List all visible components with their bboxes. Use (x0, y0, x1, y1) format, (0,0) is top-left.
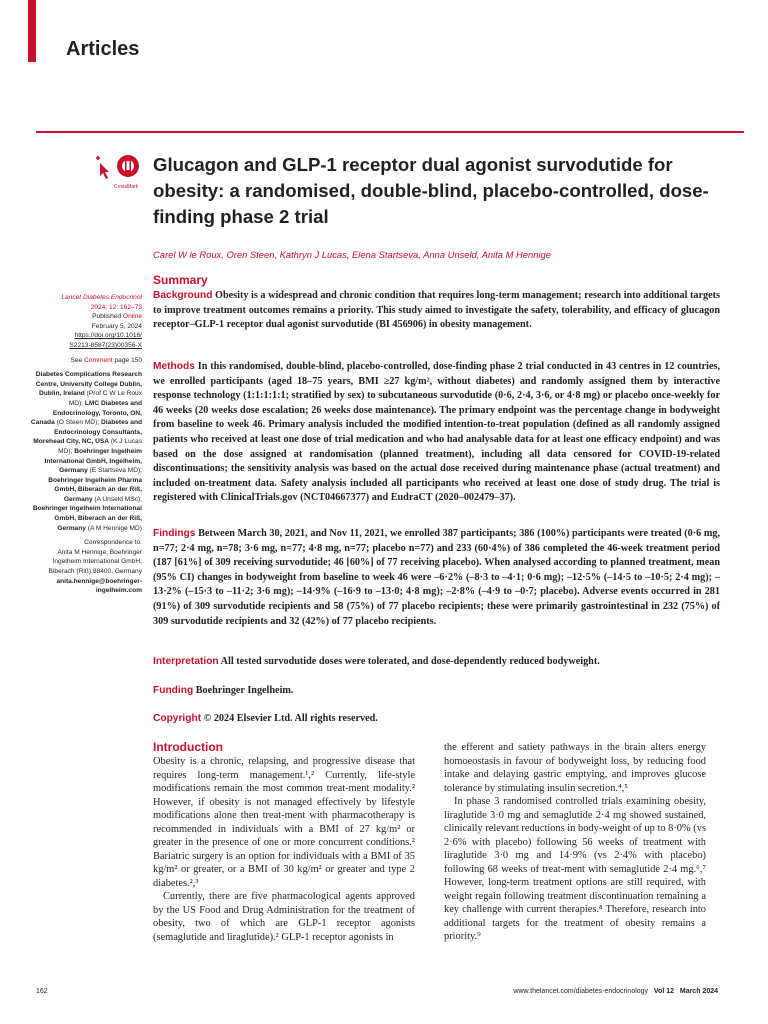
summary-methods (153, 360, 720, 506)
footer-date: March 2024 (679, 988, 718, 995)
intro-column-left (153, 755, 415, 944)
correspondence-email[interactable]: anita.hennige@boehringer-ingelheim.com (56, 577, 142, 595)
intro-paragraph: Currently, there are five pharmacological agents approved by the US Food and Drug Administration for the treatment of obesity, two of which are GLP-1 receptor agonists (semaglutide and liraglutide).² GLP-1 receptor agonists in (153, 891, 415, 943)
intro-paragraph: Obesity is a chronic, relapsing, and progressive disease that requires long-term management.¹,² Currently, life-style modifications remain the most common treat-ment modality.² However, if obesity is not managed effectively by lifestyle modifications alone then treat-ment with pharmacotherapy is recommended in individuals with a BMI of 27 kg/m² or greater in the presence of one or more concurrent conditions.² Bariatric surgery is an option for individuals with a BMI of 35 kg/m² or greater, or a BMI of 30 kg/m² or greater and type 2 diabetes.²,³ (153, 756, 415, 889)
correspondence-label: Correspondence to: (84, 539, 142, 547)
section-color-bar (28, 0, 36, 62)
intro-paragraph: the efferent and satiety pathways in the brain alters energy homoeostasis in favour of bodyweight loss, by reducing food intake and delaying gastric emptying, and improves glucose tolerance by stimulating insulin secretion.⁴,⁵ (444, 742, 706, 794)
summary-funding (153, 684, 720, 699)
copyright-label: Copyright (153, 713, 202, 724)
affiliation-item: Boehringer Ingelheim International GmbH, Ingelheim, Germany (44, 447, 142, 475)
funding-label: Funding (153, 685, 194, 696)
copyright-text: © 2024 Elsevier Ltd. All rights reserved. (203, 713, 378, 724)
journal-volume: 2024; 12: 162–73 (90, 303, 142, 311)
journal-url[interactable]: www.thelancet.com/diabetes-endocrinology (513, 988, 649, 995)
header-rule (36, 131, 744, 133)
background-label: Background (153, 290, 213, 301)
affiliation-item: (A Unseld MSc); (94, 495, 142, 503)
article-sidebar (30, 293, 142, 596)
summary-background (153, 289, 720, 333)
summary-interpretation (153, 655, 720, 670)
introduction-heading: Introduction (153, 740, 223, 754)
background-text: Obesity is a widespread and chronic condition that requires long-term management; research into additional targets to improve treatment outcomes remains a priority. This study aimed to investigate the safety, tolerability, and efficacy of glucagon receptor–GLP-1 receptor dual agonist survodutide (BI 456906) in obesity management. (153, 290, 721, 331)
affiliation-item: (K J Lucas MD); (58, 438, 142, 455)
findings-text: Between March 30, 2021, and Nov 11, 2021, we enrolled 387 participants; 386 (100%) participants were treated (0·6 mg, n=77; 2·4 mg, n=78; 3·6 mg, n=77; 4·8 mg, n=77; placebo n=77) and 233 (60·4%) of 386 completed the 46-week treatment period (187 [61%] of 309 receiving survodutide; 46 [60%] of 77 receiving placebo). When analysed according to planned treatment, mean (95% CI) changes in bodyweight from baseline to week 46 were –6·2% (–8·3 to –4·1; 0·6 mg); –12·5% (–14·5 to –10·5; 2·4 mg); –13·2% (–15·3 to –11·2; 3·6 mg); –14·9% (–16·9 to –13·0; 4·8 mg); –2·8% (–4·9 to –0·7; placebo). Adverse events occurred in 281 (91%) of 309 survodutide recipients and 58 (75%) of 77 placebo recipients; these were primarily gastrointestinal in 232 (75%) of 309 survodutide recipients and 32 (42%) of 77 placebo recipients. (153, 528, 720, 627)
affiliation-item: (O Steen MD); (56, 419, 100, 427)
methods-text: In this randomised, double-blind, placebo-controlled, dose-finding phase 2 trial conducted in 43 centres in 12 countries, we enrolled participants (aged 18–75 years, BMI ≥27 kg/m², without diabetes) and randomly assigned them by interactive response technology (1:1:1:1:1; stratified by sex) to subcutaneous survodutide (0·6, 2·4, 3·6, or 4·8 mg) or placebo once-weekly for 46 weeks (20 weeks dose escalation; 26 weeks dose maintenance). The primary endpoint was the percentage change in bodyweight from baseline to week 46. Primary analysis included the modified intention-to-treat population (defined as all randomly assigned patients who received at least one dose of trial medication and who had analysable data for at least one efficacy endpoint) and was based on the dose assigned at randomisation (planned treatment), including all data censored for COVID-19-related discontinuations; the sensitivity analysis was based on the actual dose received during maintenance phase (actual treatment) and included on-treatment data. Safety analysis included all participants who received at least one dose of study drug. The trial is registered with ClinicalTrials.gov (NCT04667377) and EudraCT (2020–002479–37). (153, 361, 721, 504)
affiliation-item: Diabetes and Endocrinology Consultants, Morehead City, NC, USA (33, 419, 142, 446)
interpretation-text: All tested survodutide doses were tolerated, and dose-dependently reduced bodyweight. (220, 656, 600, 667)
methods-label: Methods (153, 361, 195, 372)
author-list: Carel W le Roux, Oren Steen, Kathryn J Lucas, Elena Startseva, Anna Unseld, Anita M Hennige (153, 249, 551, 260)
journal-name: Lancet Diabetes Endocrinol (61, 294, 142, 301)
comment-link[interactable]: Comment (84, 356, 113, 364)
crossmark-label: CrossMark (114, 184, 139, 190)
affiliations (30, 370, 142, 533)
findings-label: Findings (153, 528, 196, 539)
published-date: February 5, 2024 (91, 322, 142, 330)
summary-heading: Summary (153, 273, 208, 287)
published-line (30, 312, 142, 322)
online-link[interactable]: Online (122, 313, 142, 321)
see-comment (30, 356, 142, 366)
footer-volume: Vol 12 (653, 988, 675, 995)
doi-link-1[interactable]: https://doi.org/10.1016/ (74, 332, 142, 340)
affiliation-item: (E Startseva MD); (89, 467, 142, 475)
correspondence-address: Anita M Hennige, Boehringer Ingelheim International GmbH, Biberach (Riß) 88400, Germany (48, 548, 142, 576)
comment-page: page 150 (114, 356, 142, 364)
funding-text: Boehringer Ingelheim. (195, 685, 294, 696)
page-number: 162 (36, 988, 48, 995)
intro-column-right (444, 741, 706, 944)
interpretation-label: Interpretation (153, 656, 219, 667)
published-label: Published (92, 313, 122, 321)
affiliation-item: (Prof C W Le Roux MD); (68, 390, 142, 407)
affiliation-item: Boehringer Ingelheim International GmbH, Biberach an der Riß, Germany (32, 505, 142, 532)
doi-link-2[interactable]: S2213-8587(23)00356-X (69, 341, 142, 349)
affiliation-item: Boehringer Ingelheim Pharma GmbH, Biberach an der Riß, Germany (48, 476, 142, 503)
section-label: Articles (66, 38, 140, 60)
affiliation-item: Diabetes Complications Research Centre, University College Dublin, Dublin, Ireland (35, 371, 142, 398)
summary-findings (153, 527, 720, 629)
summary-copyright (153, 712, 720, 727)
article-title: Glucagon and GLP-1 receptor dual agonist survodutide for obesity: a randomised, double-blind, placebo-controlled, dose-finding phase 2 trial (153, 154, 709, 227)
crossmark-icon[interactable] (116, 154, 140, 182)
footer-journal-info (456, 988, 718, 995)
affiliation-item: (A M Hennige MD) (87, 524, 142, 532)
intro-paragraph: In phase 3 randomised controlled trials examining obesity, liraglutide 3·0 mg and semaglutide 2·4 mg showed sustained, clinically relevant reductions in body-weight of up to 8·0% (vs 2·6% with placebo) following 56 weeks of treatment with liraglutide 3·0 mg and 14·9% (vs 2·4% with placebo) following 68 weeks of treat-ment with semaglutide 2·4 mg.⁶,⁷ However, long-term treatment options are still required, with weight regain following treatment discontinuation remaining a key challenge with current therapies.⁸ Therefore, research into additional targets for the treatment of obesity remains a priority.⁹ (444, 796, 706, 942)
see-label: See (70, 356, 83, 364)
affiliation-item: LMC Diabetes and Endocrinology, Toronto, ON, Canada (30, 399, 142, 427)
